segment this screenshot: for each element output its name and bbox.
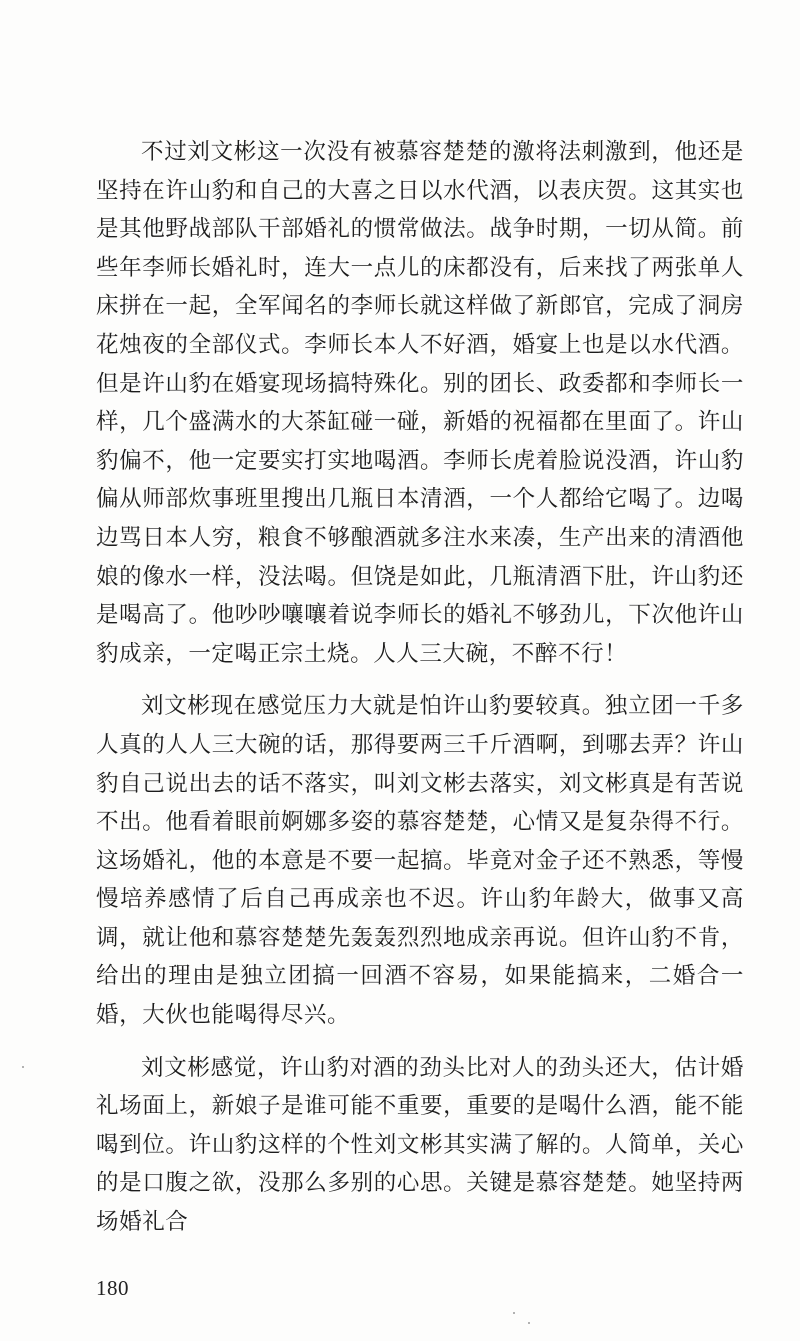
scan-speck <box>513 1312 515 1314</box>
page-number: 180 <box>96 1276 129 1300</box>
scan-speck <box>528 1322 530 1324</box>
paragraph-2: 刘文彬现在感觉压力大就是怕许山豹要较真。独立团一千多人真的人人三大碗的话，那得要两三千斤酒啊，到哪去弄？许山豹自己说出去的话不落实，叫刘文彬去落实，刘文彬真是有苦说不出。他看着眼前婀娜多姿的慕容楚楚，心情又是复杂得不行。这场婚礼，他的本意是不要一起搞。毕竟对金子还不熟悉，等慢慢培养感情了后自己再成亲也不迟。许山豹年龄大，做事又高调，就让他和慕容楚楚先轰轰烈烈地成亲再说。但许山豹不肯，给出的理由是独立团搞一回酒不容易，如果能搞来，二婚合一婚，大伙也能喝得尽兴。 <box>96 693 744 1029</box>
paragraph-1: 不过刘文彬这一次没有被慕容楚楚的激将法刺激到，他还是坚持在许山豹和自己的大喜之日以水代酒，以表庆贺。这其实也是其他野战部队干部婚礼的惯常做法。战争时期，一切从简。前些年李师长婚礼时，连大一点儿的床都没有，后来找了两张单人床拼在一起，全军闻名的李师长就这样做了新郎官，完成了洞房花烛夜的全部仪式。李师长本人不好酒，婚宴上也是以水代酒。但是许山豹在婚宴现场搞特殊化。别的团长、政委都和李师长一样，几个盛满水的大茶缸碰一碰，新婚的祝福都在里面了。许山豹偏不，他一定要实打实地喝酒。李师长虎着脸说没酒，许山豹偏从师部炊事班里搜出几瓶日本清酒，一个人都给它喝了。边喝边骂日本人穷，粮食不够酿酒就多注水来凑，生产出来的清酒他娘的像水一样，没法喝。但饶是如此，几瓶清酒下肚，许山豹还是喝高了。他吵吵嚷嚷着说李师长的婚礼不够劲儿，下次他许山豹成亲，一定喝正宗土烧。人人三大碗，不醉不行！ <box>96 139 744 667</box>
body-text <box>96 133 744 1242</box>
paragraph-3: 刘文彬感觉，许山豹对酒的劲头比对人的劲头还大，估计婚礼场面上，新娘子是谁可能不重要，重要的是喝什么酒，能不能喝到位。许山豹这样的个性刘文彬其实满了解的。人简单，关心的是口腹之欲，没那么多别的心思。关键是慕容楚楚。她坚持两场婚礼合 <box>96 1054 744 1236</box>
scan-speck <box>22 1066 24 1068</box>
